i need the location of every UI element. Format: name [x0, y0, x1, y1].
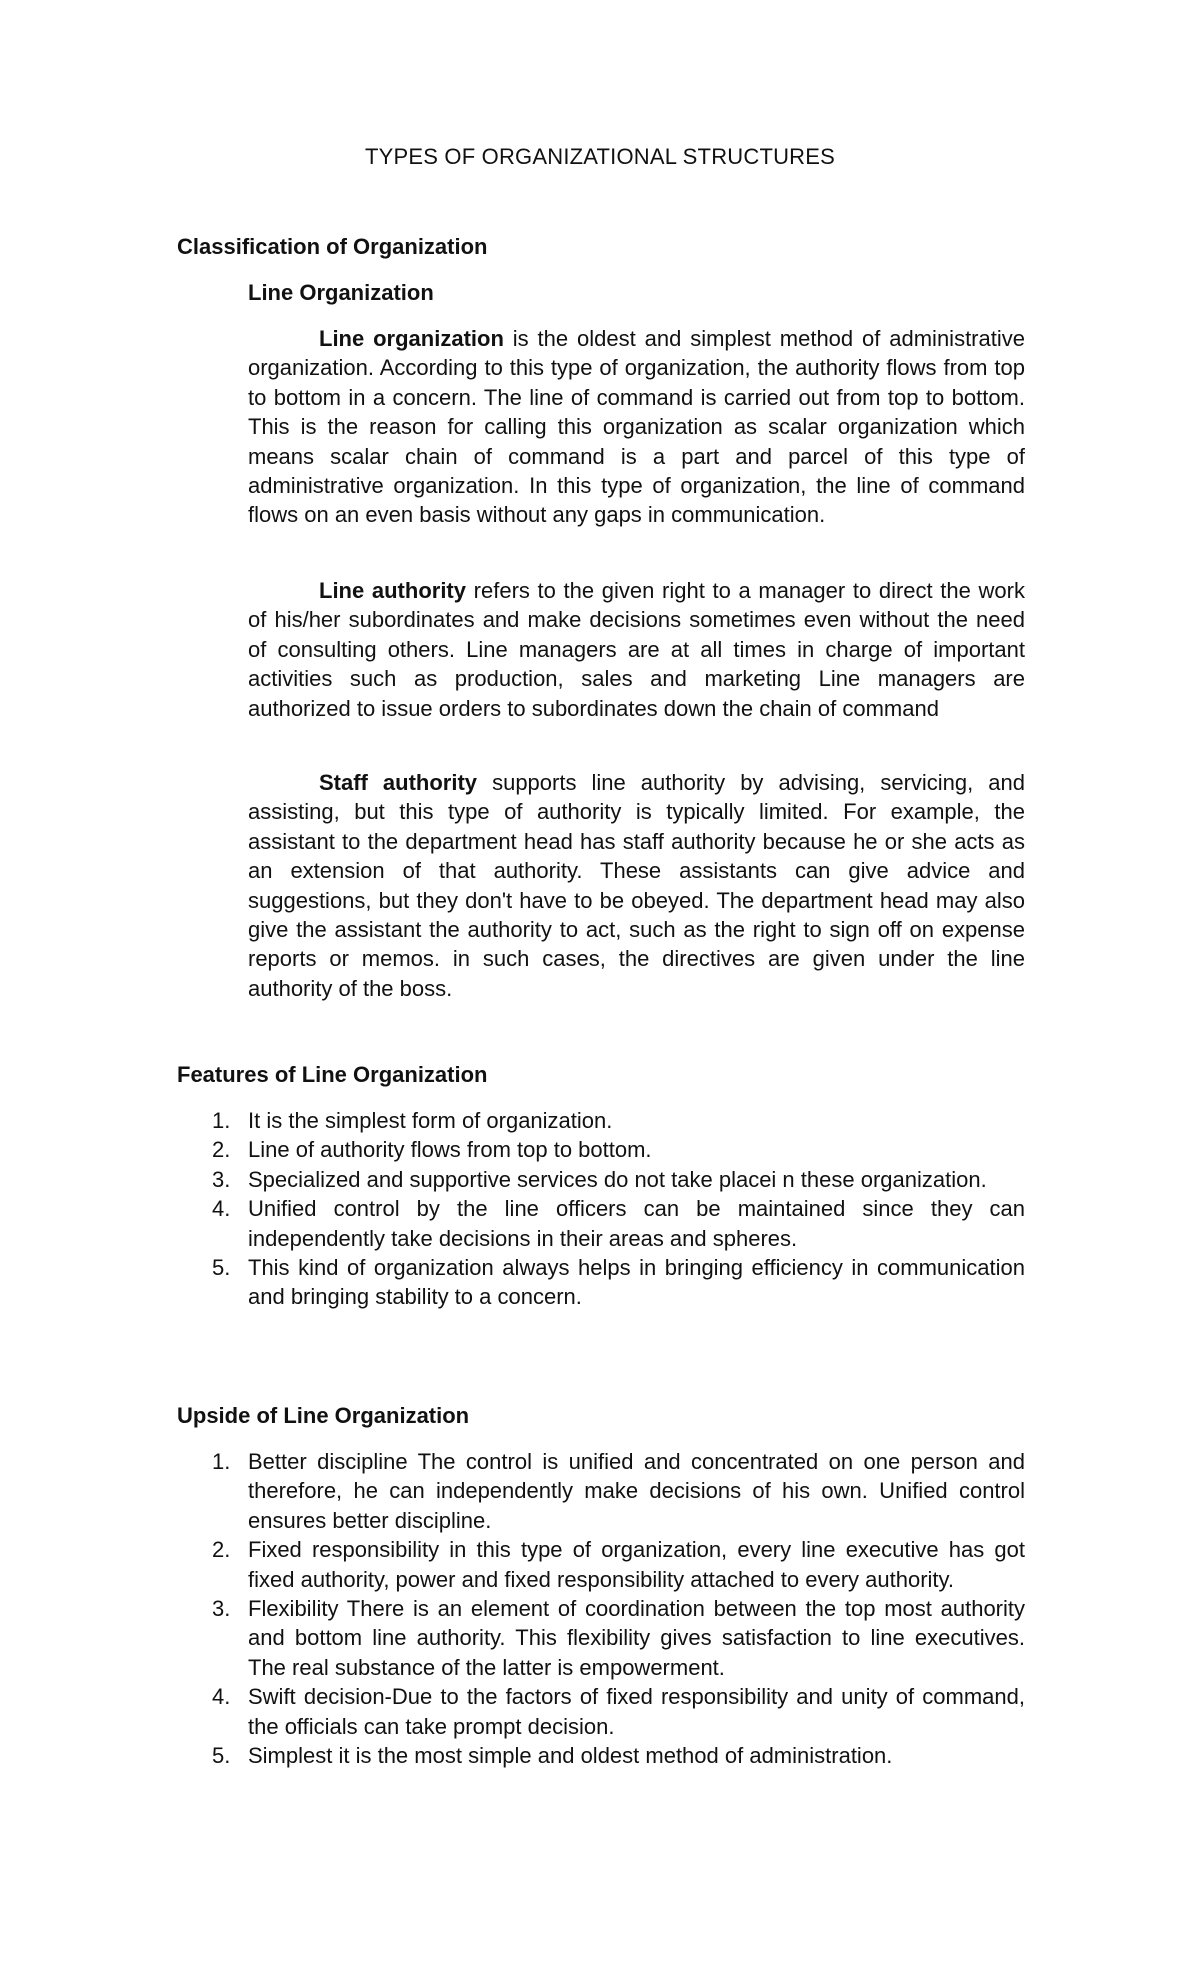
- term-line-authority: Line authority: [319, 578, 466, 603]
- list-item: [177, 1682, 1025, 1741]
- paragraph-text: is the oldest and simplest method of administrative organization. According to this type of organization, the authority flows from top to bottom in a concern. The line of command is carried out from top to bottom. This is the reason for calling this organization as scalar organization which means scalar chain of command is a part and parcel of this type of administrative organization. In this type of organization, the line of command flows on an even basis without any gaps in communication.: [248, 326, 1025, 528]
- list-number: 1.: [212, 1108, 231, 1133]
- list-number: 3.: [212, 1596, 231, 1622]
- list-item-text: Swift decision-Due to the factors of fixed responsibility and unity of command, the officials can take prompt decision.: [248, 1684, 1025, 1739]
- list-item: [177, 1106, 1025, 1135]
- section-heading-upside: Upside of Line Organization: [177, 1403, 470, 1428]
- list-item-text: Specialized and supportive services do not take placei n these organization.: [248, 1166, 987, 1192]
- list-item: [177, 1135, 1025, 1164]
- list-number: 5.: [212, 1743, 231, 1769]
- list-number: 5.: [212, 1255, 231, 1281]
- paragraph-text: refers to the given right to a manager to direct the work of his/her subordinates and make decisions sometimes even without the need of consulting others. Line managers are at all times in charge of important activities such as production, sales and marketing Line managers are authorized to issue orders to subordinates down the chain of command: [248, 578, 1025, 721]
- list-number: 2.: [212, 1537, 231, 1563]
- list-item: [177, 1594, 1025, 1682]
- subheading-line-organization: Line Organization: [248, 280, 434, 305]
- list-item-text: Line of authority flows from top to bottom.: [248, 1137, 652, 1163]
- term-staff-authority: Staff authority: [319, 770, 478, 795]
- paragraph-text: supports line authority by advising, servicing, and assisting, but this type of authority is typically limited. For example, the assistant to the department head has staff authority because he or she acts as an extension of that authority. These assistants can give advice and suggestions, but they don't have to be obeyed. The department head may also give the assistant the authority to act, such as the right to sign off on expense reports or memos. in such cases, the directives are given under the line authority of the boss.: [248, 770, 1025, 1001]
- list-item-text: This kind of organization always helps in bringing efficiency in communication and bringing stability to a concern.: [248, 1255, 1025, 1310]
- section-heading-classification: Classification of Organization: [177, 234, 488, 259]
- list-item: [177, 1165, 1025, 1194]
- list-item: [177, 1447, 1025, 1535]
- list-item-text: Fixed responsibility in this type of organization, every line executive has got fixed authority, power and fixed responsibility attached to every authority.: [248, 1537, 1025, 1592]
- list-item-text: Flexibility There is an element of coordination between the top most authority and bottom line authority. This flexibility gives satisfaction to line executives. The real substance of the latter is empowerment.: [248, 1596, 1025, 1680]
- list-number: 4.: [212, 1684, 231, 1710]
- list-item-text: Simplest it is the most simple and oldest method of administration.: [248, 1743, 893, 1769]
- list-item-text: Better discipline The control is unified and concentrated on one person and therefore, he can independently make decisions of his own. Unified control ensures better discipline.: [248, 1449, 1025, 1533]
- list-number: 2.: [212, 1137, 231, 1163]
- upside-list: [177, 1447, 1025, 1770]
- list-number: 1.: [212, 1449, 231, 1474]
- paragraph-line-authority: [248, 576, 1025, 723]
- paragraph-staff-authority: [248, 768, 1025, 1003]
- term-line-organization: Line organization: [319, 326, 504, 351]
- list-item-text: Unified control by the line officers can be maintained since they can independently take decisions in their areas and spheres.: [248, 1196, 1025, 1251]
- list-item: [177, 1535, 1025, 1594]
- document-title: TYPES OF ORGANIZATIONAL STRUCTURES: [364, 144, 836, 169]
- section-heading-features: Features of Line Organization: [177, 1062, 488, 1087]
- list-item: [177, 1253, 1025, 1312]
- list-number: 4.: [212, 1196, 231, 1222]
- paragraph-line-organization: [248, 324, 1025, 530]
- features-list: [177, 1106, 1025, 1312]
- list-item: [177, 1741, 1025, 1770]
- list-item: [177, 1194, 1025, 1253]
- list-item-text: It is the simplest form of organization.: [248, 1108, 613, 1133]
- list-number: 3.: [212, 1166, 231, 1192]
